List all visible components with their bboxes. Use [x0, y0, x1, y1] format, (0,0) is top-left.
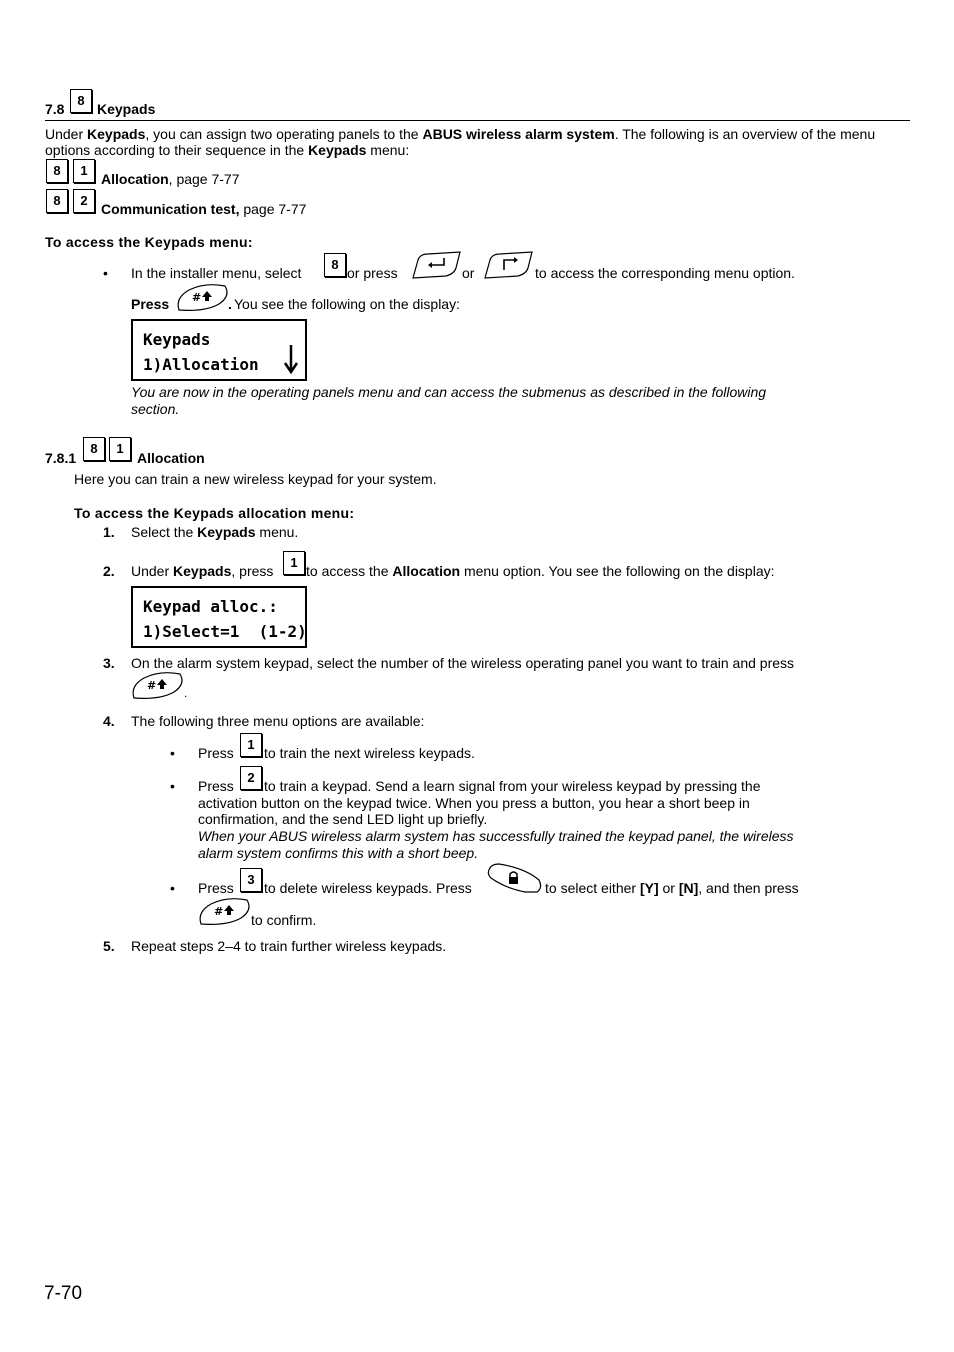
intro-text: , you can assign two operating panels to the	[145, 126, 423, 142]
section-number: 7.8	[45, 101, 65, 117]
lcd-display-keypad-alloc	[131, 586, 307, 648]
lcd-display-keypads	[131, 319, 307, 381]
step-2-text-b	[306, 563, 775, 579]
key-1: 1	[283, 551, 305, 575]
key-3: 3	[240, 868, 262, 892]
hash-arrow-key-icon	[197, 896, 253, 926]
step-text: Select the	[131, 524, 198, 540]
intro-bold: Keypads	[87, 126, 146, 142]
note-line-1: You are now in the operating panels menu and can access the submenus as described in the following	[131, 384, 767, 400]
intro-bold: Keypads	[308, 142, 367, 158]
access-text-2: or press	[347, 265, 398, 281]
access-heading: To access the Keypads menu:	[45, 234, 253, 250]
subsection-access-heading: To access the Keypads allocation menu:	[74, 505, 355, 521]
option-yes: [Y]	[639, 880, 659, 896]
step-text: Under	[131, 563, 174, 579]
step-3-text: On the alarm system keypad, select the number of the wireless operating panel you want to train and press	[131, 655, 795, 671]
access-text-1: In the installer menu, select	[131, 265, 302, 281]
lcd-line-1: Keypad alloc.:	[143, 597, 278, 616]
step-number: 4.	[103, 713, 115, 729]
key-8: 8	[324, 253, 346, 277]
period: .	[228, 296, 232, 312]
bullet: •	[170, 778, 175, 794]
intro-text: Under	[45, 126, 88, 142]
overview-label: Allocation	[101, 171, 169, 187]
overview-allocation	[101, 171, 240, 187]
step-1-text	[131, 524, 298, 540]
step-bold: Keypads	[197, 524, 256, 540]
access-text-3: or	[462, 265, 475, 281]
press-label: Press	[198, 778, 234, 794]
key-8: 8	[46, 159, 68, 183]
intro-text: menu:	[366, 142, 410, 158]
svg-text:#: #	[214, 905, 224, 918]
option-text: , and then press	[698, 880, 799, 896]
key-2: 2	[73, 189, 95, 213]
press-label: Press	[131, 296, 170, 312]
step-text: menu.	[255, 524, 299, 540]
option-2-note-2: alarm system confirms this with a short beep.	[198, 845, 479, 861]
step-bold: Keypads	[173, 563, 232, 579]
section-title: Keypads	[97, 101, 156, 117]
step-text: , press	[231, 563, 274, 579]
key-8: 8	[70, 89, 92, 113]
step-4-text: The following three menu options are available:	[131, 713, 425, 729]
intro-line-2	[45, 142, 409, 158]
option-2-note-1: When your ABUS wireless alarm system has successfully trained the keypad panel, the wireless	[198, 828, 794, 844]
step-text: menu option. You see the following on the display:	[460, 563, 775, 579]
subsection-intro: Here you can train a new wireless keypad for your system.	[74, 471, 437, 487]
lcd-line-1: Keypads	[143, 330, 211, 349]
bullet: •	[103, 265, 108, 281]
step-bold: Allocation	[392, 563, 461, 579]
intro-bold: ABUS wireless alarm system	[422, 126, 615, 142]
step-text: to access the	[306, 563, 393, 579]
lock-key-icon	[485, 862, 545, 894]
key-8: 8	[83, 437, 105, 461]
step-number: 5.	[103, 938, 115, 954]
step-number: 1.	[103, 524, 115, 540]
hash-arrow-key-icon	[175, 282, 231, 312]
overview-label: Communication test,	[101, 201, 240, 217]
access-text-4: to access the corresponding menu option.	[535, 265, 795, 281]
subsection-title: Allocation	[137, 450, 205, 466]
option-text: or	[658, 880, 679, 896]
overview-page: page 7-77	[239, 201, 307, 217]
intro-text: options according to their sequence in the	[45, 142, 309, 158]
key-8: 8	[46, 189, 68, 213]
step-5-text: Repeat steps 2–4 to train further wireless keypads.	[131, 938, 447, 954]
svg-text:#: #	[192, 291, 202, 304]
key-1: 1	[240, 733, 262, 757]
press-label: Press	[198, 745, 234, 761]
svg-text:#: #	[147, 679, 157, 692]
option-2-text-2: activation button on the keypad twice. When you press a button, you hear a short beep in	[198, 795, 750, 811]
step-number: 2.	[103, 563, 115, 579]
step-2-text-a	[131, 563, 273, 579]
key-1: 1	[109, 437, 131, 461]
option-3-text-1: to delete wireless keypads. Press	[264, 880, 472, 896]
down-arrow-icon	[283, 343, 299, 375]
bullet: •	[170, 880, 175, 896]
option-3-text-2	[545, 880, 799, 896]
section-rule	[45, 120, 910, 121]
page-number: 7-70	[44, 1283, 83, 1304]
note-line-2: section.	[131, 401, 180, 417]
period: .	[184, 686, 188, 700]
intro-line-1	[45, 126, 875, 142]
enter-right-key-icon	[482, 250, 536, 280]
bullet: •	[170, 745, 175, 761]
subsection-number: 7.8.1	[45, 450, 77, 466]
overview-page: , page 7-77	[168, 171, 240, 187]
option-text: to select either	[545, 880, 640, 896]
option-3-text-3: to confirm.	[251, 912, 317, 928]
option-2-text-3: confirmation, and the send LED light up briefly.	[198, 811, 488, 827]
access-text-5: You see the following on the display:	[234, 296, 460, 312]
lcd-line-2: 1)Allocation	[143, 355, 259, 374]
option-2-text-1: to train a keypad. Send a learn signal from your wireless keypad by pressing the	[264, 778, 761, 794]
enter-left-key-icon	[410, 250, 464, 280]
option-no: [N]	[678, 880, 699, 896]
key-1: 1	[73, 159, 95, 183]
hash-arrow-key-icon	[130, 670, 186, 700]
option-1-text: to train the next wireless keypads.	[264, 745, 475, 761]
overview-communication-test	[101, 201, 306, 217]
intro-text: . The following is an overview of the menu	[614, 126, 876, 142]
key-2: 2	[240, 766, 262, 790]
lcd-line-2: 1)Select=1 (1-2)	[143, 622, 307, 641]
step-number: 3.	[103, 655, 115, 671]
press-label: Press	[198, 880, 234, 896]
